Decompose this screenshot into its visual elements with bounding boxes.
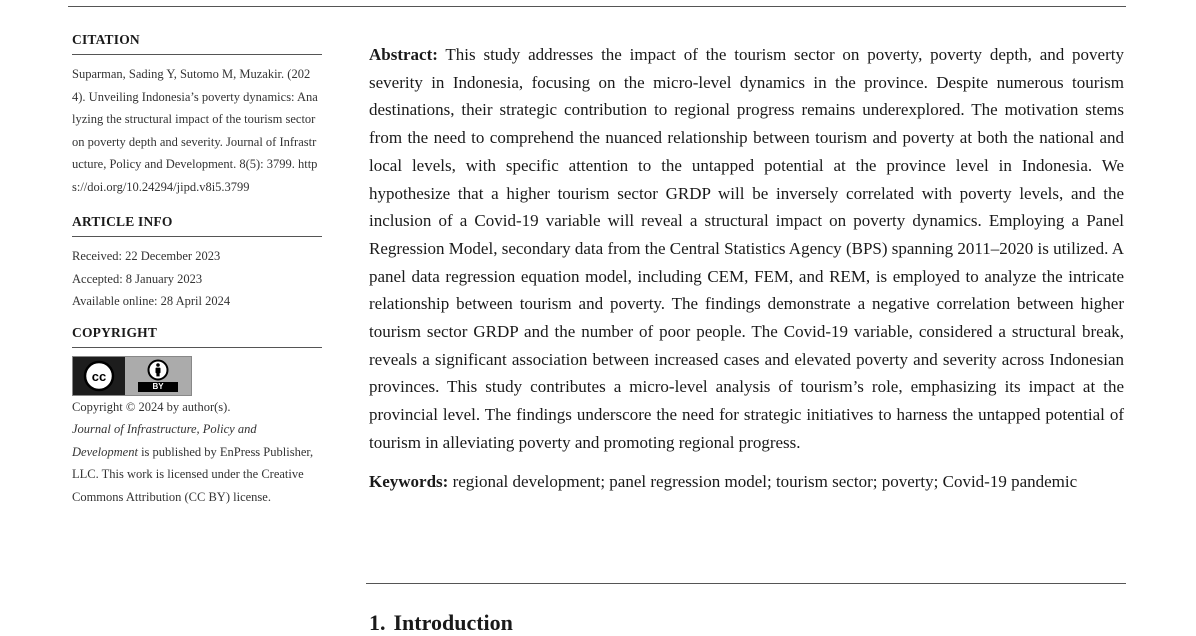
license-statement bbox=[72, 418, 322, 508]
attribution-person-icon bbox=[147, 359, 169, 381]
keywords-label: Keywords: bbox=[369, 471, 449, 491]
top-rule bbox=[68, 6, 1126, 7]
license-text: is published by EnPress Publisher, LLC. This work is licensed under the Creative Commons Attribution (CC BY) license. bbox=[72, 444, 314, 504]
cc-icon bbox=[73, 357, 125, 395]
keywords bbox=[369, 469, 1124, 495]
main-content bbox=[369, 41, 1124, 495]
journal-name: Journal of Infrastructure, Policy and Development bbox=[72, 422, 257, 459]
abstract bbox=[369, 41, 1124, 457]
section-title: Introduction bbox=[393, 610, 513, 635]
received-date: Received: 22 December 2023 bbox=[72, 249, 221, 263]
section-rule bbox=[366, 583, 1126, 584]
abstract-text: This study addresses the impact of the tourism sector on poverty, poverty depth, and poverty severity in Indonesia, focusing on the micro-level dynamics in the province. Despite numerous tourism destinations, their strategic contribution to regional progress remains underexplored. The motivation stems from the need to comprehend the nuanced relationship between tourism and poverty at both the national and local levels, with specific attention to the untapped potential at the province level in Indonesia. We hypothesize that a higher tourism sector GRDP will be inversely correlated with poverty levels, and the inclusion of a Covid-19 variable will reveal a structural impact on poverty dynamics. Employing a Panel Regression Model, secondary data from the Central Statistics Agency (BPS) spanning 2011–2020 is utilized. A panel data regression equation model, including CEM, FEM, and REM, is employed to analyze the intricate relationship between tourism and poverty. The findings demonstrate a negative correlation between higher tourism sector GRDP and the number of poor people. The Covid-19 variable, considered a structural break, reveals a significant association between increased cases and elevated poverty and severity across Indonesian provinces. This study contributes a micro-level analysis of tourism’s role, emphasizing its impact at the provincial level. The findings underscore the need for strategic initiatives to harness the untapped potential of tourism in alleviating poverty and promoting regional progress. bbox=[369, 45, 1124, 452]
svg-text:cc: cc bbox=[91, 368, 107, 384]
copyright-line: Copyright © 2024 by author(s). bbox=[72, 399, 231, 414]
by-label: BY bbox=[138, 382, 177, 392]
citation-heading: CITATION bbox=[72, 32, 322, 55]
section-heading-introduction bbox=[369, 610, 521, 636]
available-online-date: Available online: 28 April 2024 bbox=[72, 294, 231, 308]
citation-text: Suparman, Sading Y, Sutomo M, Muzakir. (2024). Unveiling Indonesia’s poverty dynamics: Analyzing the structural impact of the tourism sector on poverty depth and severity. Journal of Infrastructure, Policy and Development. 8(5): 3799. https://doi.org/10.24294/jipd.v8i5.3799 bbox=[72, 67, 318, 194]
cc-by-license-badge[interactable] bbox=[72, 356, 192, 396]
keywords-text: regional development; panel regression model; tourism sector; poverty; Covid-19 pandemic bbox=[448, 471, 1078, 491]
accepted-date: Accepted: 8 January 2023 bbox=[72, 271, 203, 286]
attribution-panel bbox=[125, 357, 191, 395]
section-number: 1. bbox=[369, 610, 386, 635]
abstract-label: Abstract: bbox=[369, 45, 438, 64]
article-info-heading: ARTICLE INFO bbox=[72, 214, 322, 237]
copyright-heading: COPYRIGHT bbox=[72, 325, 322, 348]
sidebar bbox=[72, 32, 322, 508]
